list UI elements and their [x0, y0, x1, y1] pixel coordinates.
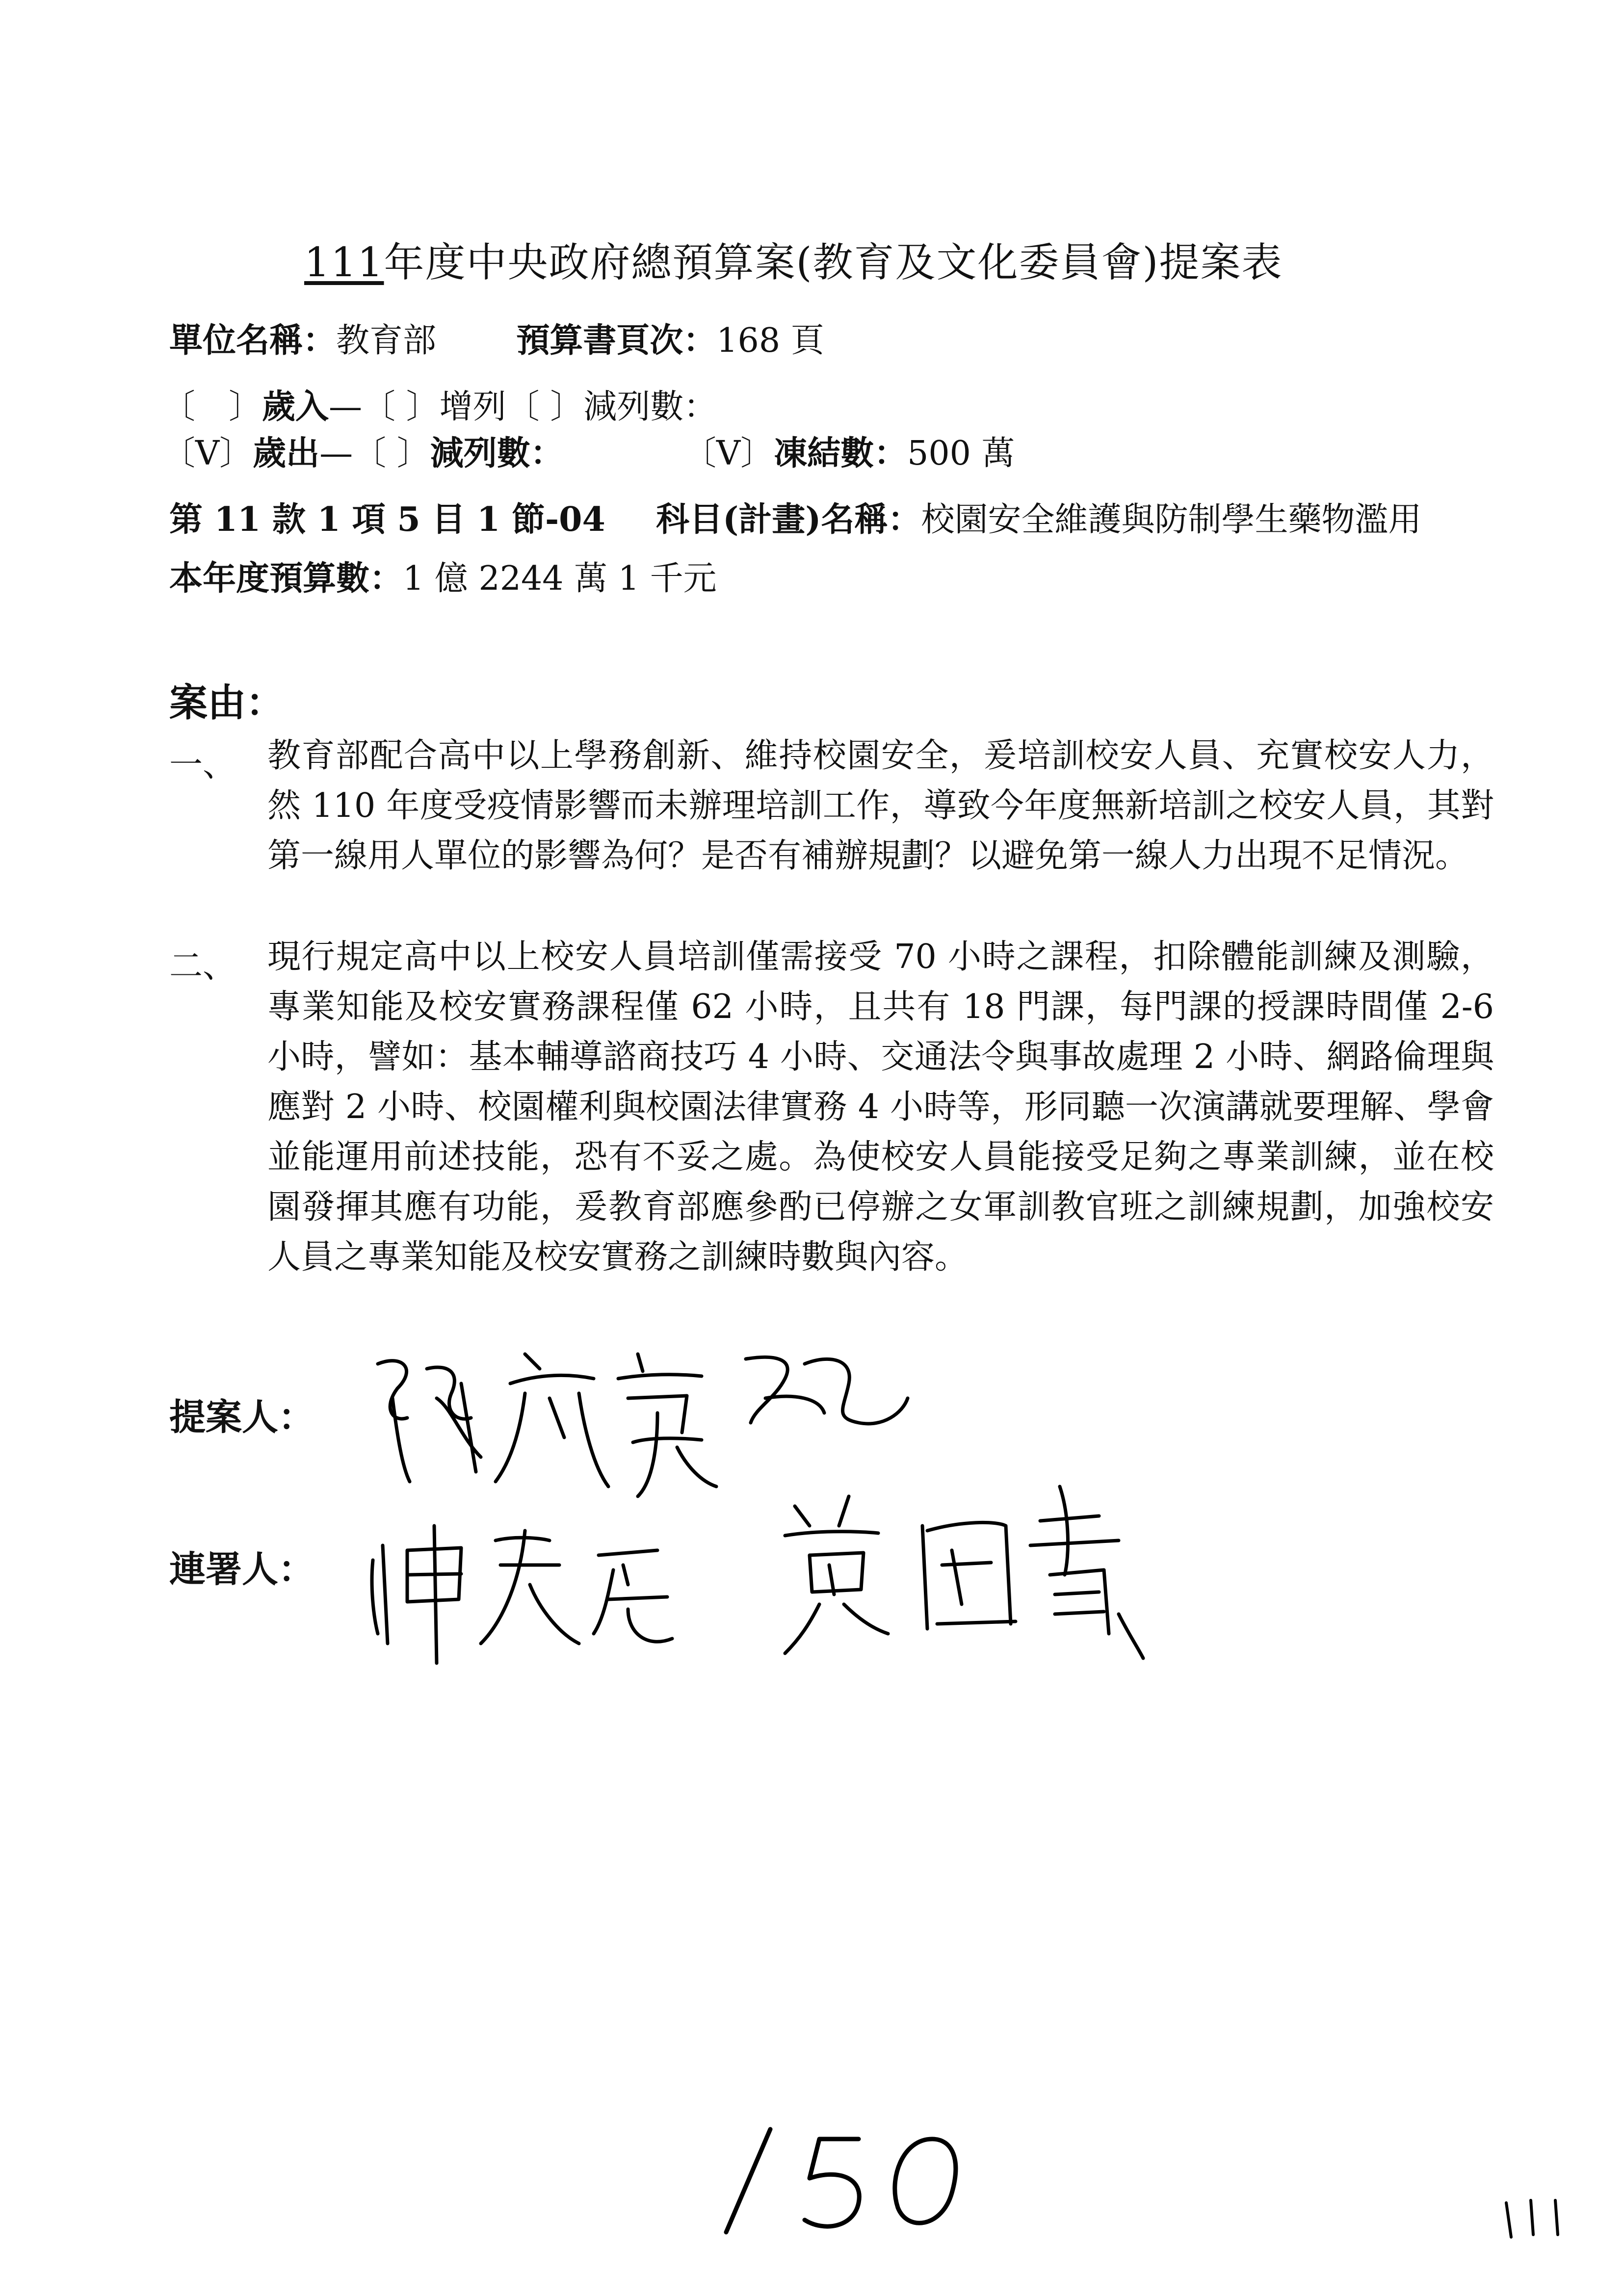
revenue-increase-label: 增列: [439, 388, 506, 426]
title-year: 111: [304, 239, 384, 286]
revenue-line: [162, 380, 717, 428]
revenue-decrease-label: 減列數：: [583, 388, 717, 426]
unit-line: [169, 314, 824, 362]
subject-value: 校園安全維護與防制學生藥物濫用: [921, 500, 1422, 539]
revenue-checkbox: 〔 〕: [162, 388, 262, 426]
freeze-checkbox: 〔V〕: [683, 434, 774, 473]
page-value: 168 頁: [716, 321, 824, 360]
document-title: [304, 231, 1283, 288]
reason-item-2-text: [267, 932, 1494, 1282]
reason-item-1-body: 教育部配合高中以上學務創新、維持校園安全，爰培訓校安人員、充實校安人力，然 110 年度受疫情影響而未辦理培訓工作，導致今年度無新培訓之校安人員，其對第一線用人單位的影響為何？是否有補辦規劃？以避免第一線人力出現不足情況。: [267, 736, 1494, 875]
freeze-label: 凍結數：: [774, 434, 908, 473]
item-code: 第 11 款 1 項 5 目 1 節-04: [169, 500, 605, 539]
budget-label: 本年度預算數：: [169, 559, 403, 598]
expense-decrease-checkbox: 〔 〕: [353, 434, 430, 473]
expense-decrease-label: 減列數：: [430, 434, 564, 473]
revenue-dash: —: [329, 388, 363, 426]
page-label: 預算書頁次：: [516, 321, 717, 360]
unit-value: 教育部: [336, 321, 437, 360]
expense-dash: —: [319, 434, 353, 473]
reason-header: 案由：: [169, 680, 285, 725]
corner-mark: [1496, 2193, 1575, 2242]
expense-line: [162, 427, 1015, 474]
reason-item-1-marker: 一、: [169, 746, 236, 784]
revenue-label: 歲入: [262, 387, 329, 426]
cosigner-signature-2: [765, 1467, 1158, 1673]
reason-item-2-marker: 二、: [169, 947, 236, 986]
freeze-value: 500 萬: [907, 434, 1015, 473]
revenue-increase-checkbox: 〔 〕: [362, 388, 440, 426]
proposer-label: 提案人：: [169, 1396, 314, 1438]
unit-label: 單位名稱：: [169, 321, 337, 360]
budget-value: 1 億 2244 萬 1 千元: [403, 559, 717, 598]
handwritten-page-number: [697, 2110, 1011, 2247]
subject-label: 科目(計畫)名稱：: [656, 500, 921, 539]
cosigners-label: 連署人：: [169, 1548, 314, 1591]
reason-item-1-text: [267, 731, 1494, 881]
title-text: 年度中央政府總預算案(教育及文化委員會)提案表: [384, 239, 1283, 286]
cosigner-signature-1: [353, 1487, 697, 1683]
budget-line: [169, 552, 717, 600]
revenue-decrease-checkbox: 〔 〕: [506, 388, 584, 426]
expense-label: 歲出: [253, 434, 320, 473]
expense-checkbox: 〔V〕: [162, 434, 253, 473]
reason-item-2-body: 現行規定高中以上校安人員培訓僅需接受 70 小時之課程，扣除體能訓練及測驗，專業知能及校安實務課程僅 62 小時，且共有 18 門課，每門課的授課時間僅 2-6 小時，譬如：基本輔導諮商技巧 4 小時、交通法令與事故處理 2 小時、網路倫理與應對 2 小時、校園權利與校園法律實務 4 小時等，形同聽一次演講就要理解、學會並能運用前述技能，恐有不妥之處。為使校安人員能接受足夠之專業訓練，並在校園發揮其應有功能，爰教育部應參酌已停辦之女軍訓教官班之訓練規劃，加強校安人員之專業知能及校安實務之訓練時數與內容。: [267, 938, 1494, 1277]
item-code-line: [169, 493, 1421, 541]
